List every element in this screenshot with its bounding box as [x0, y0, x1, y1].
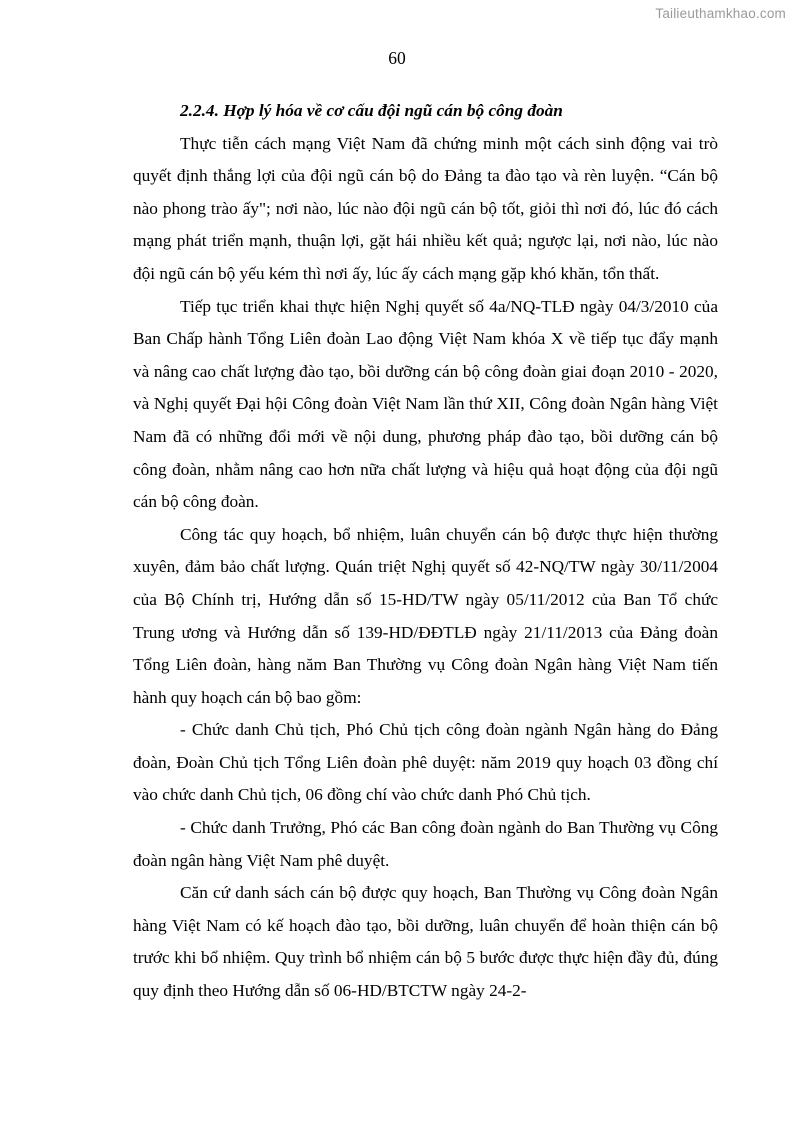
- paragraph-3: Công tác quy hoạch, bổ nhiệm, luân chuyển cán bộ được thực hiện thường xuyên, đảm bảo chất lượng. Quán triệt Nghị quyết số 42-NQ/TW ngày 30/11/2004 của Bộ Chính trị, Hướng dẫn số 15-HD/TW ngày 05/11/2012 của Ban Tổ chức Trung ương và Hướng dẫn số 139-HD/ĐĐTLĐ ngày 21/11/2013 của Đảng đoàn Tổng Liên đoàn, hàng năm Ban Thường vụ Công đoàn Ngân hàng Việt Nam tiến hành quy hoạch cán bộ bao gồm:: [133, 524, 718, 707]
- paragraph-2: Tiếp tục triển khai thực hiện Nghị quyết số 4a/NQ-TLĐ ngày 04/3/2010 của Ban Chấp hành Tổng Liên đoàn Lao động Việt Nam khóa X về tiếp tục đẩy mạnh và nâng cao chất lượng đào tạo, bồi dưỡng cán bộ công đoàn giai đoạn 2010 - 2020, và Nghị quyết Đại hội Công đoàn Việt Nam lần thứ XII, Công đoàn Ngân hàng Việt Nam đã có những đổi mới về nội dung, phương pháp đào tạo, bồi dưỡng cán bộ công đoàn, nhằm nâng cao hơn nữa chất lượng và hiệu quả hoạt động của đội ngũ cán bộ công đoàn.: [133, 296, 718, 512]
- page-number: 60: [388, 48, 406, 68]
- document-body: [133, 95, 718, 1008]
- paragraph-1: Thực tiễn cách mạng Việt Nam đã chứng minh một cách sinh động vai trò quyết định thắng lợi của đội ngũ cán bộ do Đảng ta đào tạo và rèn luyện. “Cán bộ nào phong trào ấy"; nơi nào, lúc nào đội ngũ cán bộ tốt, giỏi thì nơi đó, lúc đó cách mạng phát triển mạnh, thuận lợi, gặt hái nhiều kết quả; ngược lại, nơi nào, lúc nào đội ngũ cán bộ yếu kém thì nơi ấy, lúc ấy cách mạng gặp khó khăn, tổn thất.: [133, 133, 718, 283]
- watermark-text: Tailieuthamkhao.com: [655, 6, 786, 21]
- paragraph-5-list-item: - Chức danh Trưởng, Phó các Ban công đoàn ngành do Ban Thường vụ Công đoàn ngân hàng Việt Nam phê duyệt.: [133, 818, 718, 870]
- paragraph-6: Căn cứ danh sách cán bộ được quy hoạch, Ban Thường vụ Công đoàn Ngân hàng Việt Nam có kế hoạch đào tạo, bồi dưỡng, luân chuyển để hoàn thiện cán bộ trước khi bổ nhiệm. Quy trình bổ nhiệm cán bộ 5 bước được thực hiện đầy đủ, đúng quy định theo Hướng dẫn số 06-HD/BTCTW ngày 24-2-: [133, 883, 718, 1001]
- paragraph-4-list-item: - Chức danh Chủ tịch, Phó Chủ tịch công đoàn ngành Ngân hàng do Đảng đoàn, Đoàn Chủ tịch Tổng Liên đoàn phê duyệt: năm 2019 quy hoạch 03 đồng chí vào chức danh Chủ tịch, 06 đồng chí vào chức danh Phó Chủ tịch.: [133, 720, 718, 805]
- section-heading: 2.2.4. Hợp lý hóa về cơ cấu đội ngũ cán bộ công đoàn: [180, 101, 563, 120]
